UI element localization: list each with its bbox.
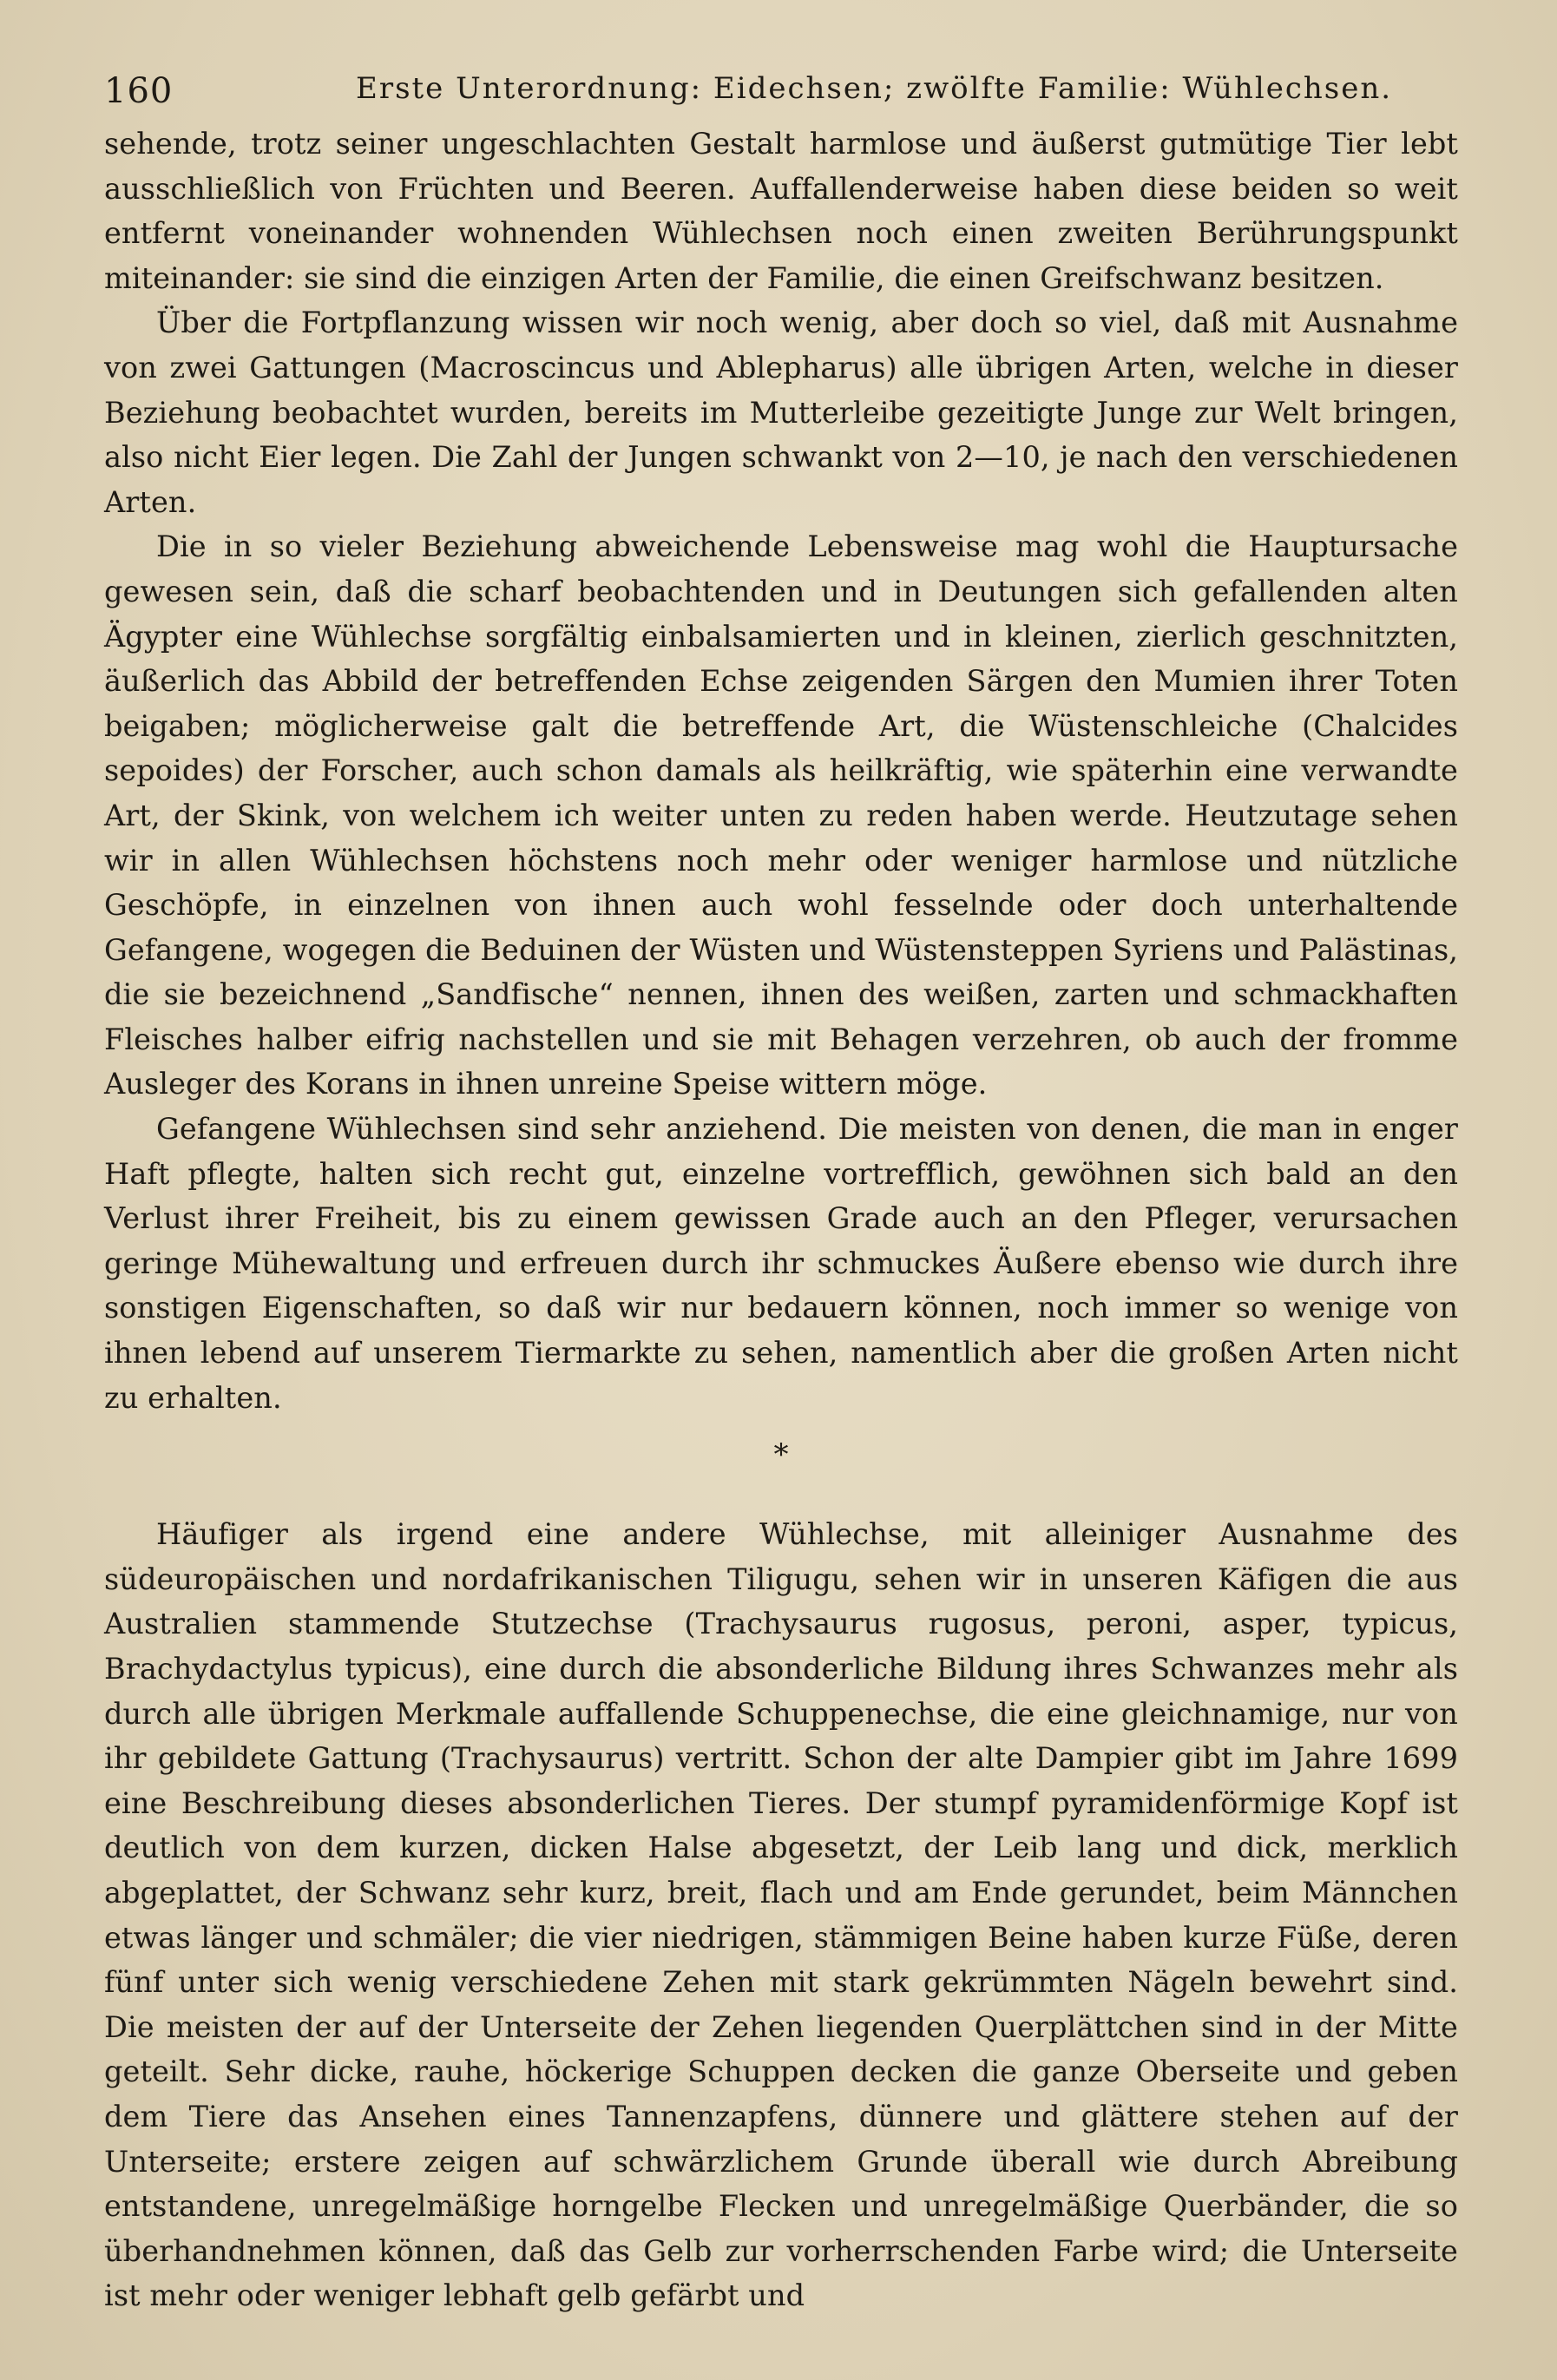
paragraph-continuation: sehende, trotz seiner ungeschlachten Gestalt harmlose und äußerst gutmütige Tier lebt ausschließlich von Früchten und Beeren. Auffallenderweise haben diese beiden so weit entfernt voneinander wohnenden Wühlechsen noch einen zweiten Berührungspunkt miteinander: sie sind die einzigen Arten der Familie, die einen Greifschwanz besitzen. bbox=[104, 127, 1458, 295]
page-header bbox=[104, 52, 1458, 113]
section-separator: * bbox=[773, 1437, 789, 1473]
paragraph-captivity: Gefangene Wühlechsen sind sehr anziehend. Die meisten von denen, die man in enger Haft pflegte, halten sich recht gut, einzelne vortrefflich, gewöhnen sich bald an den Verlust ihrer Freiheit, bis zu einem gewissen Grade auch an den Pfleger, verursachen geringe Mühewaltung und erfreuen durch ihr schmuckes Äußere ebenso wie durch ihre sonstigen Eigenschaften, so daß wir nur bedauern können, noch immer so wenige von ihnen lebend auf unserem Tiermarkte zu sehen, namentlich aber die großen Arten nicht zu erhalten. bbox=[104, 1112, 1458, 1415]
paragraph-egyptians: Die in so vieler Beziehung abweichende Lebensweise mag wohl die Hauptursache gewesen sein, daß die scharf beobachtenden und in Deutungen sich gefallenden alten Ägypter eine Wühlechse sorgfältig einbalsamierten und in kleinen, zierlich geschnitzten, äußerlich das Abbild der betreffenden Echse zeigenden Särgen den Mumien ihrer Toten beigaben; möglicherweise galt die betreffende Art, die Wüstenschleiche (Chalcides sepoides) der Forscher, auch schon damals als heilkräftig, wie späterhin eine verwandte Art, der Skink, von welchem ich weiter unten zu reden haben werde. Heutzutage sehen wir in allen Wühlechsen höchstens noch mehr oder weniger harmlose und nützliche Geschöpfe, in einzelnen von ihnen auch wohl fesselnde oder doch unterhaltende Gefangene, wogegen die Beduinen der Wüsten und Wüstensteppen Syriens und Palästinas, die sie bezeichnend „Sandfische“ nennen, ihnen des weißen, zarten und schmackhaften Fleisches halber eifrig nachstellen und sie mit Behagen verzehren, ob auch der fromme Ausleger des Korans in ihnen unreine Speise wittern möge. bbox=[104, 529, 1458, 1101]
body-text bbox=[104, 122, 1458, 2318]
running-head: Erste Unterordnung: Eidechsen; zwölfte Familie: Wühlechsen. bbox=[356, 71, 1393, 106]
paragraph-reproduction: Über die Fortpflanzung wissen wir noch wenig, aber doch so viel, daß mit Ausnahme von zwei Gattungen (Macroscincus und Ablepharus) alle übrigen Arten, welche in dieser Beziehung beobachtet wurden, bereits im Mutterleibe gezeitigte Junge zur Welt bringen, also nicht Eier legen. Die Zahl der Jungen schwankt von 2—10, je nach den verschiedenen Arten. bbox=[104, 306, 1458, 519]
page-number: 160 bbox=[104, 71, 174, 111]
paragraph-stutzechse: Häufiger als irgend eine andere Wühlechse, mit alleiniger Ausnahme des südeuropäischen und nordafrikanischen Tiligugu, sehen wir in unseren Käfigen die aus Australien stammende Stutzechse (Trachysaurus rugosus, peroni, asper, typicus, Brachydactylus typicus), eine durch die absonderliche Bildung ihres Schwanzes mehr als durch alle übrigen Merkmale auffallende Schuppenechse, die eine gleichnamige, nur von ihr gebildete Gattung (Trachysaurus) vertritt. Schon der alte Dampier gibt im Jahre 1699 eine Beschreibung dieses absonderlichen Tieres. Der stumpf pyramidenförmige Kopf ist deutlich von dem kurzen, dicken Halse abgesetzt, der Leib lang und dick, merklich abgeplattet, der Schwanz sehr kurz, breit, flach und am Ende gerundet, beim Männchen etwas länger und schmäler; die vier niedrigen, stämmigen Beine haben kurze Füße, deren fünf unter sich wenig verschiedene Zehen mit stark gekrümmten Nägeln bewehrt sind. Die meisten der auf der Unterseite der Zehen liegenden Querplättchen sind in der Mitte geteilt. Sehr dicke, rauhe, höckerige Schuppen decken die ganze Oberseite und geben dem Tiere das Ansehen eines Tannenzapfens, dünnere und glättere stehen auf der Unterseite; erstere zeigen auf schwärzlichem Grunde überall wie durch Abreibung entstandene, unregelmäßige horngelbe Flecken und unregelmäßige Querbänder, die so überhandnehmen können, daß das Gelb zur vorherrschenden Farbe wird; die Unterseite ist mehr oder weniger lebhaft gelb gefärbt und bbox=[104, 1517, 1458, 2313]
